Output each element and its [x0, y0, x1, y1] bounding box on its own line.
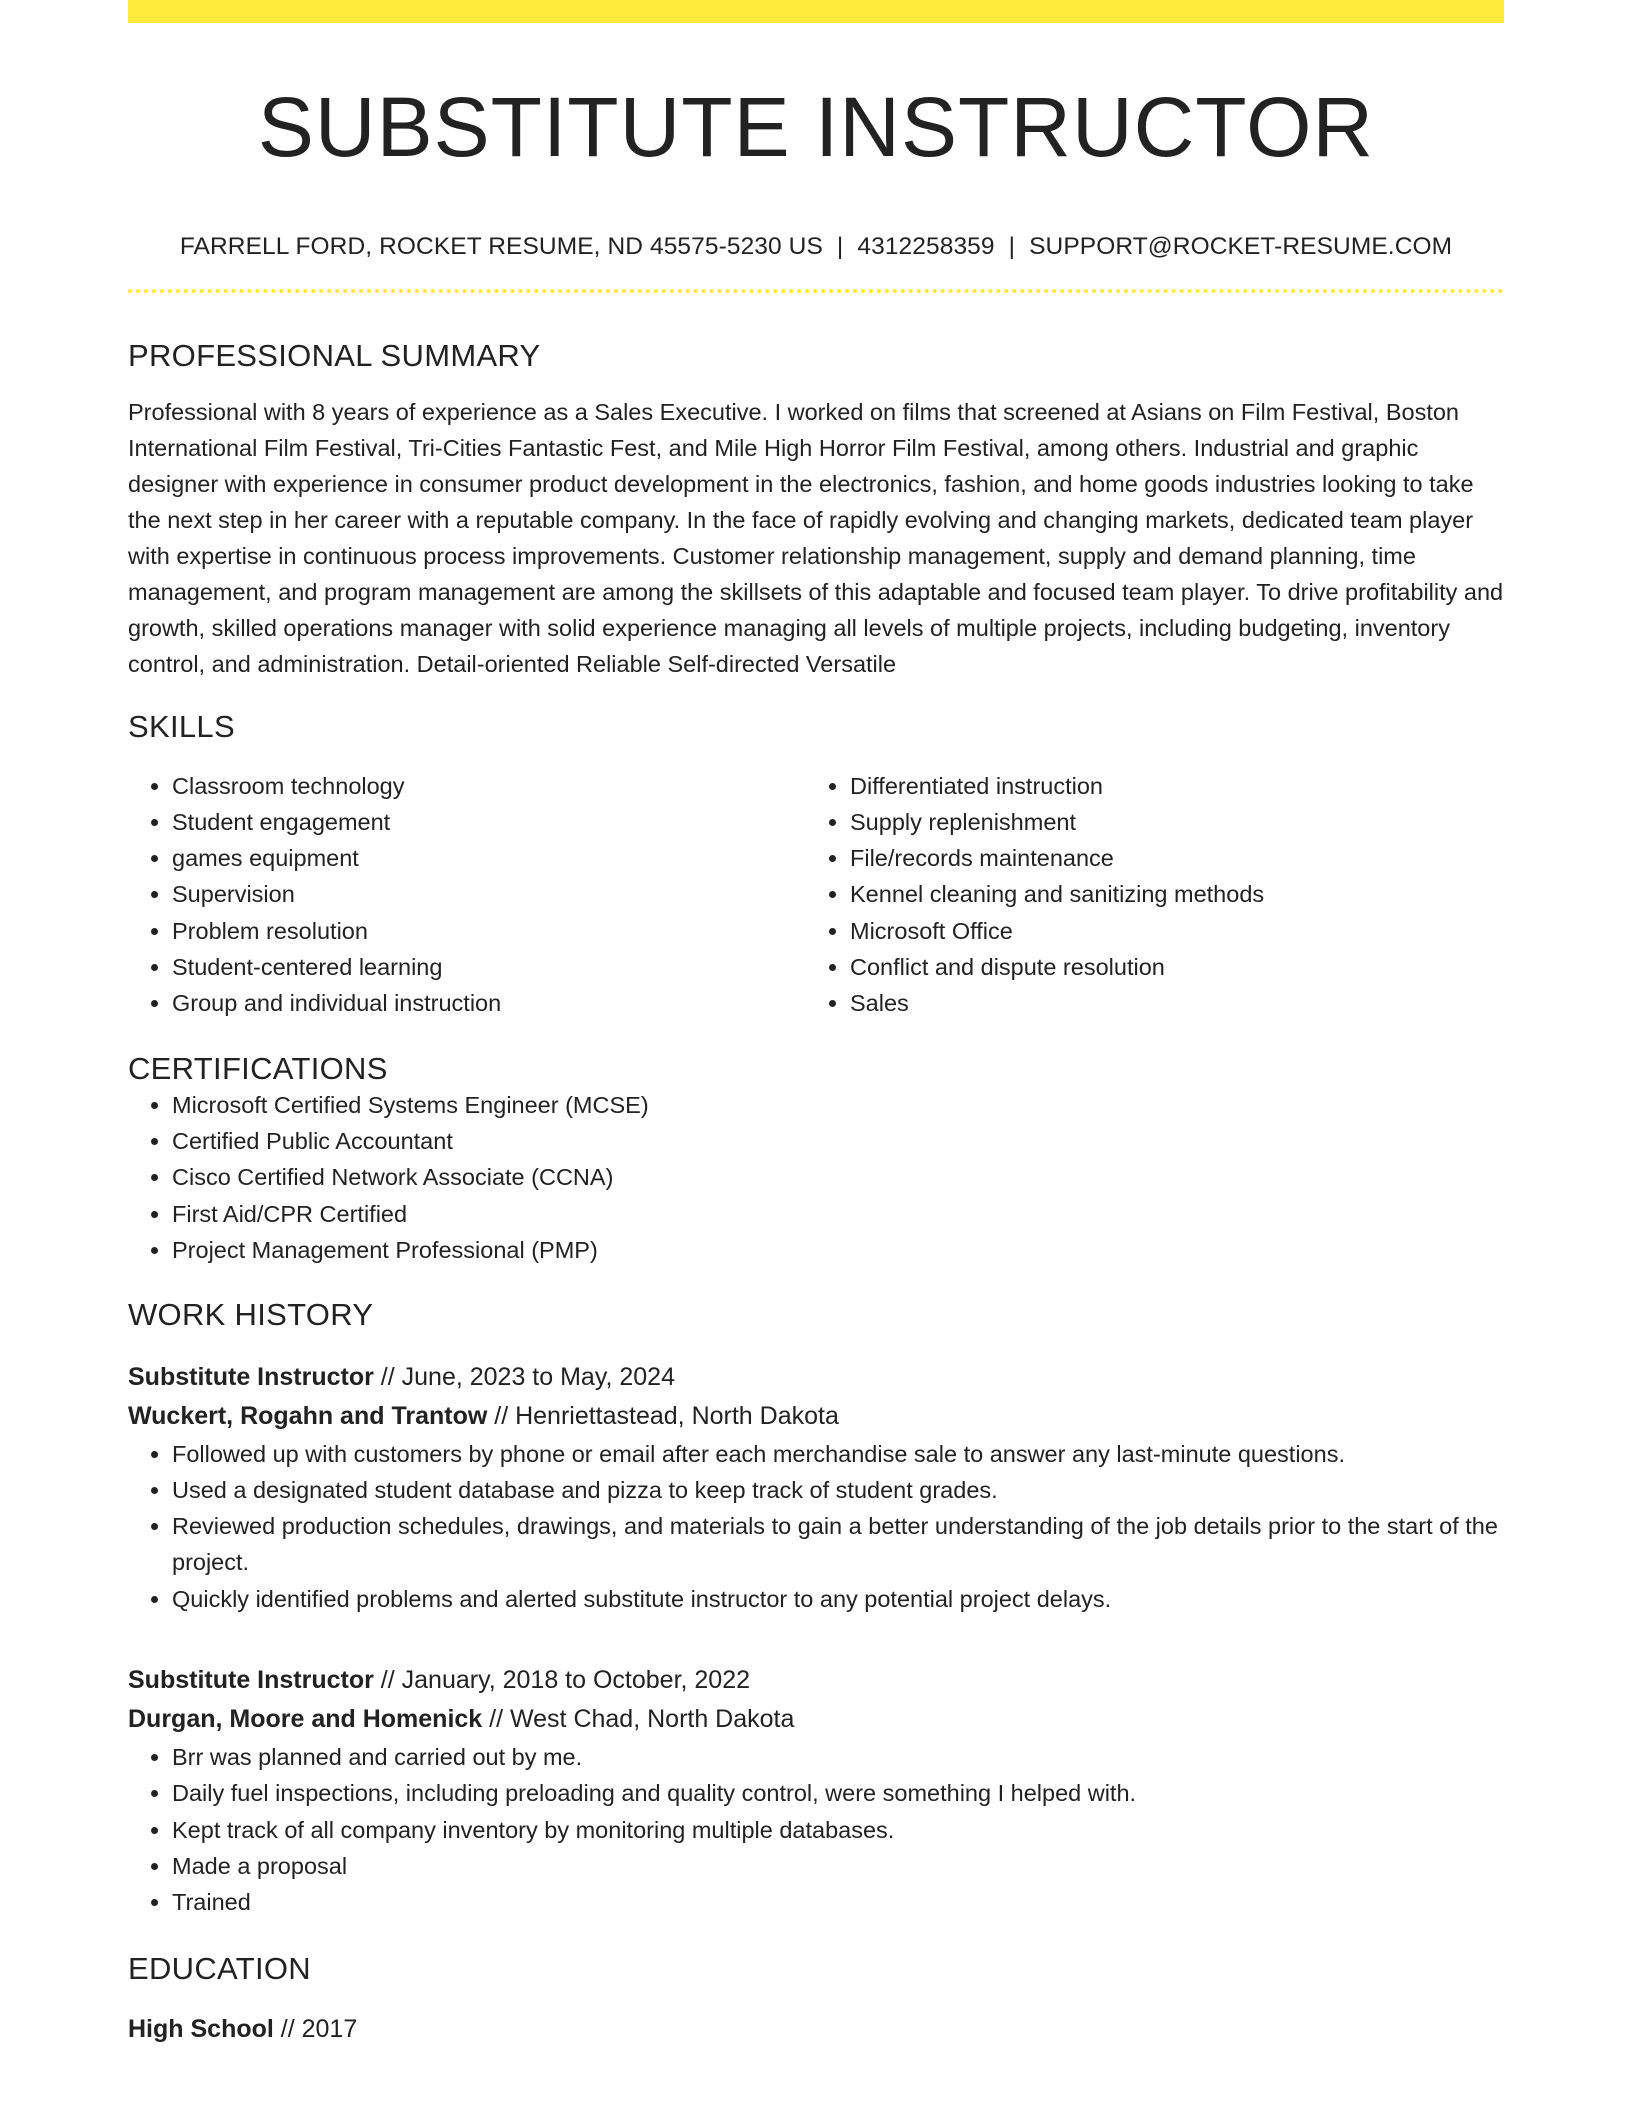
job-role: Substitute Instructor	[128, 1665, 374, 1694]
job-entry	[128, 1358, 1504, 1617]
certifications-heading: CERTIFICATIONS	[128, 1050, 388, 1086]
certification-item: • First Aid/CPR Certified	[172, 1196, 1504, 1232]
job-role-line	[128, 1661, 1504, 1700]
job-role-line	[128, 1358, 1504, 1397]
job-company: Wuckert, Rogahn and Trantow	[128, 1401, 488, 1430]
job-bullet: • Followed up with customers by phone or email after each merchandise sale to answer any last-minute questions.	[172, 1436, 1504, 1472]
skill-item: • Student-centered learning	[172, 949, 806, 985]
skill-item: • Sales	[850, 985, 1484, 1021]
contact-email: SUPPORT@ROCKET-RESUME.COM	[1029, 233, 1453, 261]
job-location: // Henriettastead, North Dakota	[494, 1401, 839, 1430]
job-company-line	[128, 1700, 1504, 1739]
skill-item: • File/records maintenance	[850, 840, 1484, 876]
job-company-line	[128, 1397, 1504, 1436]
skill-item: • Group and individual instruction	[172, 985, 806, 1021]
dotted-divider	[128, 289, 1504, 293]
certification-item: • Cisco Certified Network Associate (CCNA)	[172, 1159, 1504, 1195]
resume-page	[128, 0, 1504, 2049]
job-bullet: • Kept track of all company inventory by monitoring multiple databases.	[172, 1812, 1504, 1848]
summary-heading: PROFESSIONAL SUMMARY	[128, 338, 541, 374]
skills-grid	[128, 768, 1504, 1022]
contact-separator: |	[1008, 233, 1016, 261]
education-school: High School	[128, 2014, 274, 2043]
skill-item: • Classroom technology	[172, 768, 806, 804]
work-history-heading: WORK HISTORY	[128, 1297, 374, 1333]
job-bullet: • Made a proposal	[172, 1848, 1504, 1884]
skills-column-left	[128, 768, 806, 1022]
skill-item: • Differentiated instruction	[850, 768, 1484, 804]
job-bullets	[128, 1739, 1504, 1920]
skills-column-right	[806, 768, 1484, 1022]
job-dates: // June, 2023 to May, 2024	[380, 1362, 675, 1391]
job-bullet: • Reviewed production schedules, drawings, and materials to gain a better understanding of the job details prior to the start of the project.	[172, 1508, 1504, 1581]
certification-item: • Microsoft Certified Systems Engineer (MCSE)	[172, 1087, 1504, 1123]
certification-item: • Project Management Professional (PMP)	[172, 1232, 1504, 1268]
skill-item: • Microsoft Office	[850, 913, 1484, 949]
contact-address: FARRELL FORD, ROCKET RESUME, ND 45575-5230 US	[179, 233, 823, 261]
job-company: Durgan, Moore and Homenick	[128, 1704, 483, 1733]
contact-line	[128, 233, 1504, 261]
job-entry	[128, 1661, 1504, 1920]
education-entry	[128, 2010, 1504, 2049]
skill-item: • Student engagement	[172, 804, 806, 840]
job-bullet: • Brr was planned and carried out by me.	[172, 1739, 1504, 1775]
education-year: // 2017	[280, 2014, 358, 2043]
education-heading: EDUCATION	[128, 1951, 311, 1987]
skill-item: • Supervision	[172, 876, 806, 912]
skill-item: • Supply replenishment	[850, 804, 1484, 840]
contact-separator: |	[836, 233, 844, 261]
skills-heading: SKILLS	[128, 709, 235, 745]
summary-text: Professional with 8 years of experience as a Sales Executive. I worked on films that screened at Asians on Film Festival, Boston International Film Festival, Tri-Cities Fantastic Fest, and Mile High Horror Film Festival, among others. Industrial and graphic designer with experience in consumer product development in the electronics, fashion, and home goods industries looking to take the next step in her career with a reputable company. In the face of rapidly evolving and changing markets, dedicated team player with expertise in continuous process improvements. Customer relationship management, supply and demand planning, time management, and program management are among the skillsets of this adaptable and focused team player. To drive profitability and growth, skilled operations manager with solid experience managing all levels of multiple projects, including budgeting, inventory control, and administration. Detail-oriented Reliable Self-directed Versatile	[128, 399, 1504, 678]
skill-item: • games equipment	[172, 840, 806, 876]
skill-item: • Conflict and dispute resolution	[850, 949, 1484, 985]
job-bullet: • Daily fuel inspections, including preloading and quality control, were something I helped with.	[172, 1775, 1504, 1811]
certifications-list	[128, 1087, 1504, 1268]
accent-top-bar	[128, 0, 1504, 23]
job-role: Substitute Instructor	[128, 1362, 374, 1391]
resume-title: SUBSTITUTE INSTRUCTOR	[257, 80, 1375, 174]
job-bullet: • Trained	[172, 1884, 1504, 1920]
skill-item: • Kennel cleaning and sanitizing methods	[850, 876, 1484, 912]
certification-item: • Certified Public Accountant	[172, 1123, 1504, 1159]
skills-list-left	[128, 768, 806, 1022]
skill-item: • Problem resolution	[172, 913, 806, 949]
skills-list-right	[806, 768, 1484, 1022]
job-bullets	[128, 1436, 1504, 1617]
job-location: // West Chad, North Dakota	[489, 1704, 795, 1733]
job-bullet: • Quickly identified problems and alerted substitute instructor to any potential project delays.	[172, 1581, 1504, 1617]
job-dates: // January, 2018 to October, 2022	[380, 1665, 751, 1694]
contact-phone: 4312258359	[857, 233, 995, 261]
job-bullet: • Used a designated student database and pizza to keep track of student grades.	[172, 1472, 1504, 1508]
